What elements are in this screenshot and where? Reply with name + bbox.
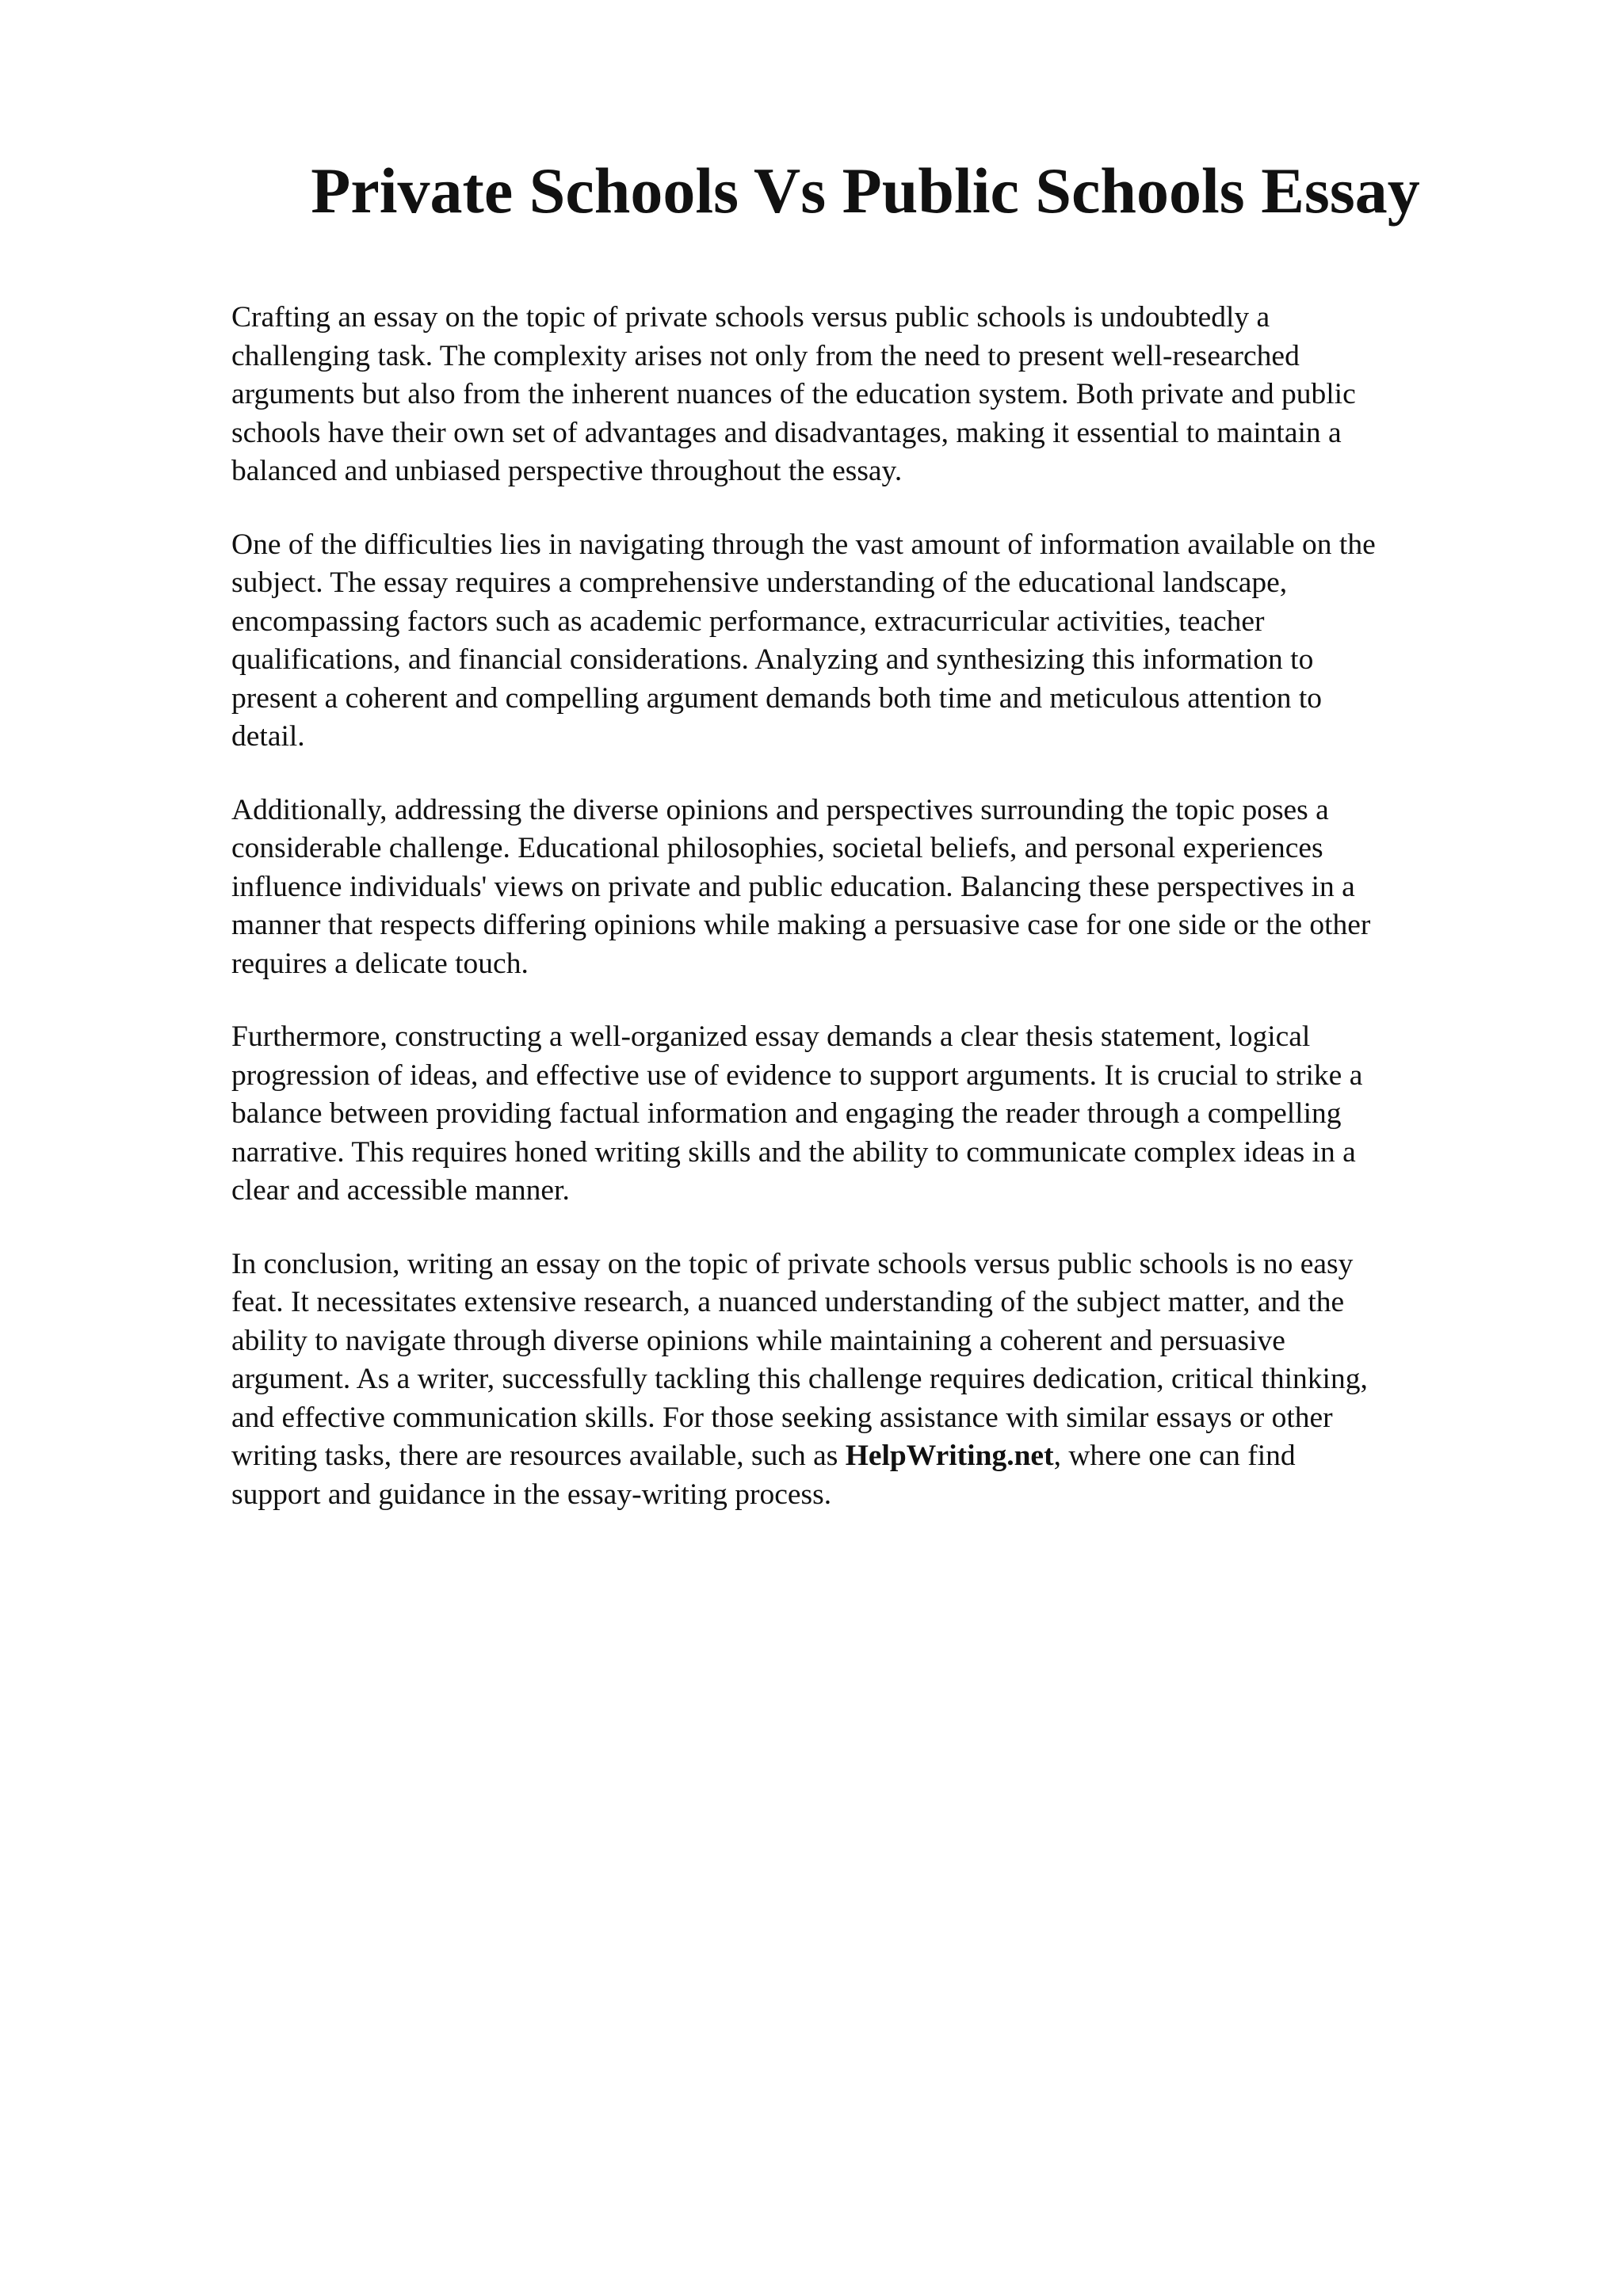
text-line: balance between providing factual information and engaging the reader through a compelling [231,1097,1342,1130]
text-line: detail. [231,720,305,753]
text-line: balanced and unbiased perspective throughout the essay. [231,455,903,487]
text-line-with-link [231,1437,1499,1476]
text-line: support and guidance in the essay-writing process. [231,1478,832,1511]
helpwriting-link[interactable]: HelpWriting.net [845,1440,1054,1472]
text-line: influence individuals' views on private and public education. Balancing these perspectives in a [231,870,1355,903]
paragraph-difficulties [231,526,1499,757]
text-line: clear and accessible manner. [231,1174,570,1207]
document-title: Private Schools Vs Public Schools Essay [311,154,1420,227]
text-line: requires a delicate touch. [231,947,529,980]
text-line: arguments but also from the inherent nuances of the education system. Both private and public [231,378,1356,410]
paragraph-intro [231,299,1499,491]
text-line: and effective communication skills. For those seeking assistance with similar essays or other [231,1401,1333,1434]
text-line: subject. The essay requires a comprehensive understanding of the educational landscape, [231,566,1288,599]
text-line: qualifications, and financial considerations. Analyzing and synthesizing this information to [231,643,1314,676]
text-line: In conclusion, writing an essay on the topic of private schools versus public schools is no easy [231,1247,1354,1280]
text-line: narrative. This requires honed writing skills and the ability to communicate complex ideas in a [231,1135,1356,1169]
text-line: Additionally, addressing the diverse opinions and perspectives surrounding the topic poses a [231,793,1329,826]
link-trail-text: , where one can find [1053,1440,1296,1472]
text-line: challenging task. The complexity arises not only from the need to present well-researched [231,339,1300,372]
text-line: manner that respects differing opinions while making a persuasive case for one side or the other [231,909,1371,941]
text-line: ability to navigate through diverse opinions while maintaining a coherent and persuasive [231,1324,1285,1357]
link-lead-text: writing tasks, there are resources available, such as [231,1440,846,1472]
text-line: present a coherent and compelling argument demands both time and meticulous attention to [231,681,1323,715]
paragraph-conclusion [231,1245,1499,1515]
text-line: schools have their own set of advantages and disadvantages, making it essential to maintain a [231,416,1342,449]
text-line: feat. It necessitates extensive research, a nuanced understanding of the subject matter, and the [231,1286,1345,1318]
text-line: Crafting an essay on the topic of private schools versus public schools is undoubtedly a [231,301,1270,334]
text-line: progression of ideas, and effective use of evidence to support arguments. It is crucial to strike a [231,1058,1363,1092]
text-line: One of the difficulties lies in navigating through the vast amount of information available on the [231,528,1376,561]
text-line: argument. As a writer, successfully tackling this challenge requires dedication, critical thinking, [231,1363,1368,1395]
text-line: considerable challenge. Educational philosophies, societal beliefs, and personal experiences [231,832,1323,864]
text-line: Furthermore, constructing a well-organized essay demands a clear thesis statement, logical [231,1020,1311,1053]
paragraph-perspectives [231,791,1499,984]
document-body [231,299,1499,1549]
paragraph-structure [231,1018,1499,1211]
text-line: encompassing factors such as academic performance, extracurricular activities, teacher [231,605,1265,638]
